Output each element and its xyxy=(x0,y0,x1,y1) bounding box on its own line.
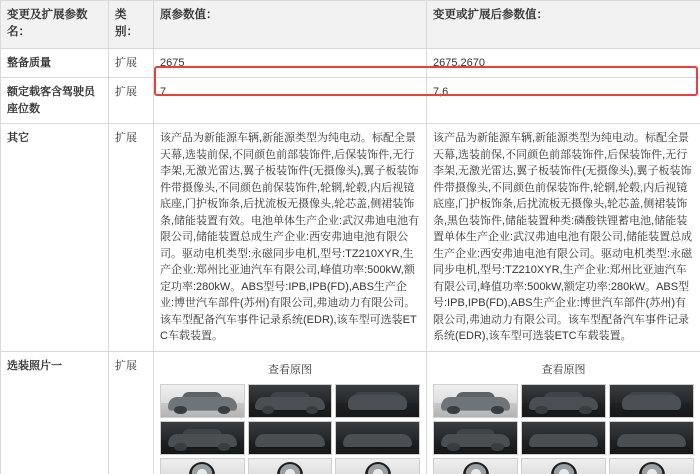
view-original-image-link-after[interactable]: 查看原图 xyxy=(541,363,586,376)
changed-photo-gallery xyxy=(433,362,694,474)
row-category: 扩展 xyxy=(109,124,154,352)
row-changed-value: 2675,2670 xyxy=(427,48,700,78)
row-label-curb-weight: 整备质量 xyxy=(1,48,109,78)
row-original-value: 该产品为新能源车辆,新能源类型为纯电动。标配全景天幕,选装前保,不同颜色前部装饰件,后保装饰件,无行李架,无激光雷达,翼子板装饰件(无摄像头),翼子板装饰件带摄像头,不同颜色前保装饰件,轮辋,轮毂,内后视镜底座,门护板饰条,后扰流板无摄像头,轮芯盖,侧裙装饰条,储能装置有效。电池单体生产企业:武汉弗迪电池有限公司,储能装置总成生产企业:西安弗迪电池有限公司。驱动电机类型:永磁同步电机,型号:TZ210XYR,生产企业:郑州比亚迪汽车有限公司,峰值功率:500kW,额定功率:280kW。ABS型号:IPB,IPB(FD),ABS生产企业:博世汽车部件(苏州)有限公司,弗迪动力有限公司。该车型配备汽车事件记录系统(EDR),该车型可选装ETC车载装置。 xyxy=(154,124,427,352)
thumbnail-detail-view[interactable] xyxy=(335,421,420,455)
row-label-other: 其它 xyxy=(1,124,109,352)
table-row-highlighted xyxy=(1,78,700,124)
column-header-changed-value: 变更或扩展后参数值： xyxy=(427,1,700,49)
row-changed-value: 7,6 xyxy=(427,78,700,124)
thumbnail-wheel-view[interactable] xyxy=(609,458,694,474)
row-original-value: 2675 xyxy=(154,48,427,78)
table-row-photos xyxy=(1,351,700,474)
row-category: 扩展 xyxy=(109,78,154,124)
row-label-seating-capacity: 额定载客含驾驶员座位数 xyxy=(1,78,109,124)
original-photo-gallery xyxy=(160,362,420,474)
thumbnail-detail-view[interactable] xyxy=(248,421,333,455)
thumbnail-wheel-view[interactable] xyxy=(248,458,333,474)
thumbnail-wheel-view[interactable] xyxy=(335,458,420,474)
row-changed-value: 该产品为新能源车辆,新能源类型为纯电动。标配全景天幕,选装前保,不同颜色前部装饰件,后保装饰件,无行李架,无激光雷达,翼子板装饰件(无摄像头),翼子板装饰件带摄像头,不同颜色前保装饰件,轮辋,轮毂,内后视镜底座,门护板饰条,后扰流板无摄像头,轮芯盖,侧裙装饰条,黑色装饰件,储能装置种类:磷酸铁锂蓄电池,储能装置单体生产企业:武汉弗迪电池有限公司,储能装置总成生产企业:西安弗迪电池有限公司。驱动电机类型:永磁同步电机,型号:TZ210XYR,生产企业:郑州比亚迪汽车有限公司,峰值功率:500kW,额定功率:280kW。ABS型号:IPB,IPB(FD),ABS生产企业:博世汽车部件(苏州)有限公司,弗迪动力有限公司。该车型配备汽车事件记录系统(EDR),该车型可选装ETC车载装置。 xyxy=(427,124,700,352)
thumbnail-wheel-view[interactable] xyxy=(160,458,245,474)
thumbnail-detail-view[interactable] xyxy=(521,421,606,455)
thumbnail-side-view[interactable] xyxy=(433,384,518,418)
thumbnail-grid xyxy=(160,384,420,474)
table-row xyxy=(1,48,700,78)
thumbnail-wheel-view[interactable] xyxy=(433,458,518,474)
thumbnail-detail-view[interactable] xyxy=(609,421,694,455)
changed-photo-gallery-cell xyxy=(427,351,700,474)
thumbnail-front-view[interactable] xyxy=(609,384,694,418)
thumbnail-detail-view[interactable] xyxy=(433,421,518,455)
row-original-value: 7 xyxy=(154,78,427,124)
view-original-image-link-before[interactable]: 查看原图 xyxy=(268,363,312,376)
table-row xyxy=(1,124,700,352)
thumbnail-wheel-view[interactable] xyxy=(521,458,606,474)
thumbnail-rear-view[interactable] xyxy=(248,384,333,418)
thumbnail-rear-view[interactable] xyxy=(521,384,606,418)
column-header-original-value: 原参数值： xyxy=(154,1,427,49)
thumbnail-side-view[interactable] xyxy=(160,384,245,418)
row-category: 扩展 xyxy=(109,48,154,78)
thumbnail-front-view[interactable] xyxy=(335,384,420,418)
row-label-optional-photo-one: 选装照片一 xyxy=(1,351,109,474)
column-header-param-name: 变更及扩展参数名： xyxy=(1,1,109,49)
original-photo-gallery-cell xyxy=(154,351,427,474)
table-header xyxy=(1,1,700,49)
table-header-row xyxy=(1,1,700,49)
column-header-category: 类别： xyxy=(109,1,154,49)
thumbnail-detail-view[interactable] xyxy=(160,421,245,455)
table-body xyxy=(1,48,700,474)
thumbnail-grid xyxy=(433,384,694,474)
row-category: 扩展 xyxy=(109,351,154,474)
